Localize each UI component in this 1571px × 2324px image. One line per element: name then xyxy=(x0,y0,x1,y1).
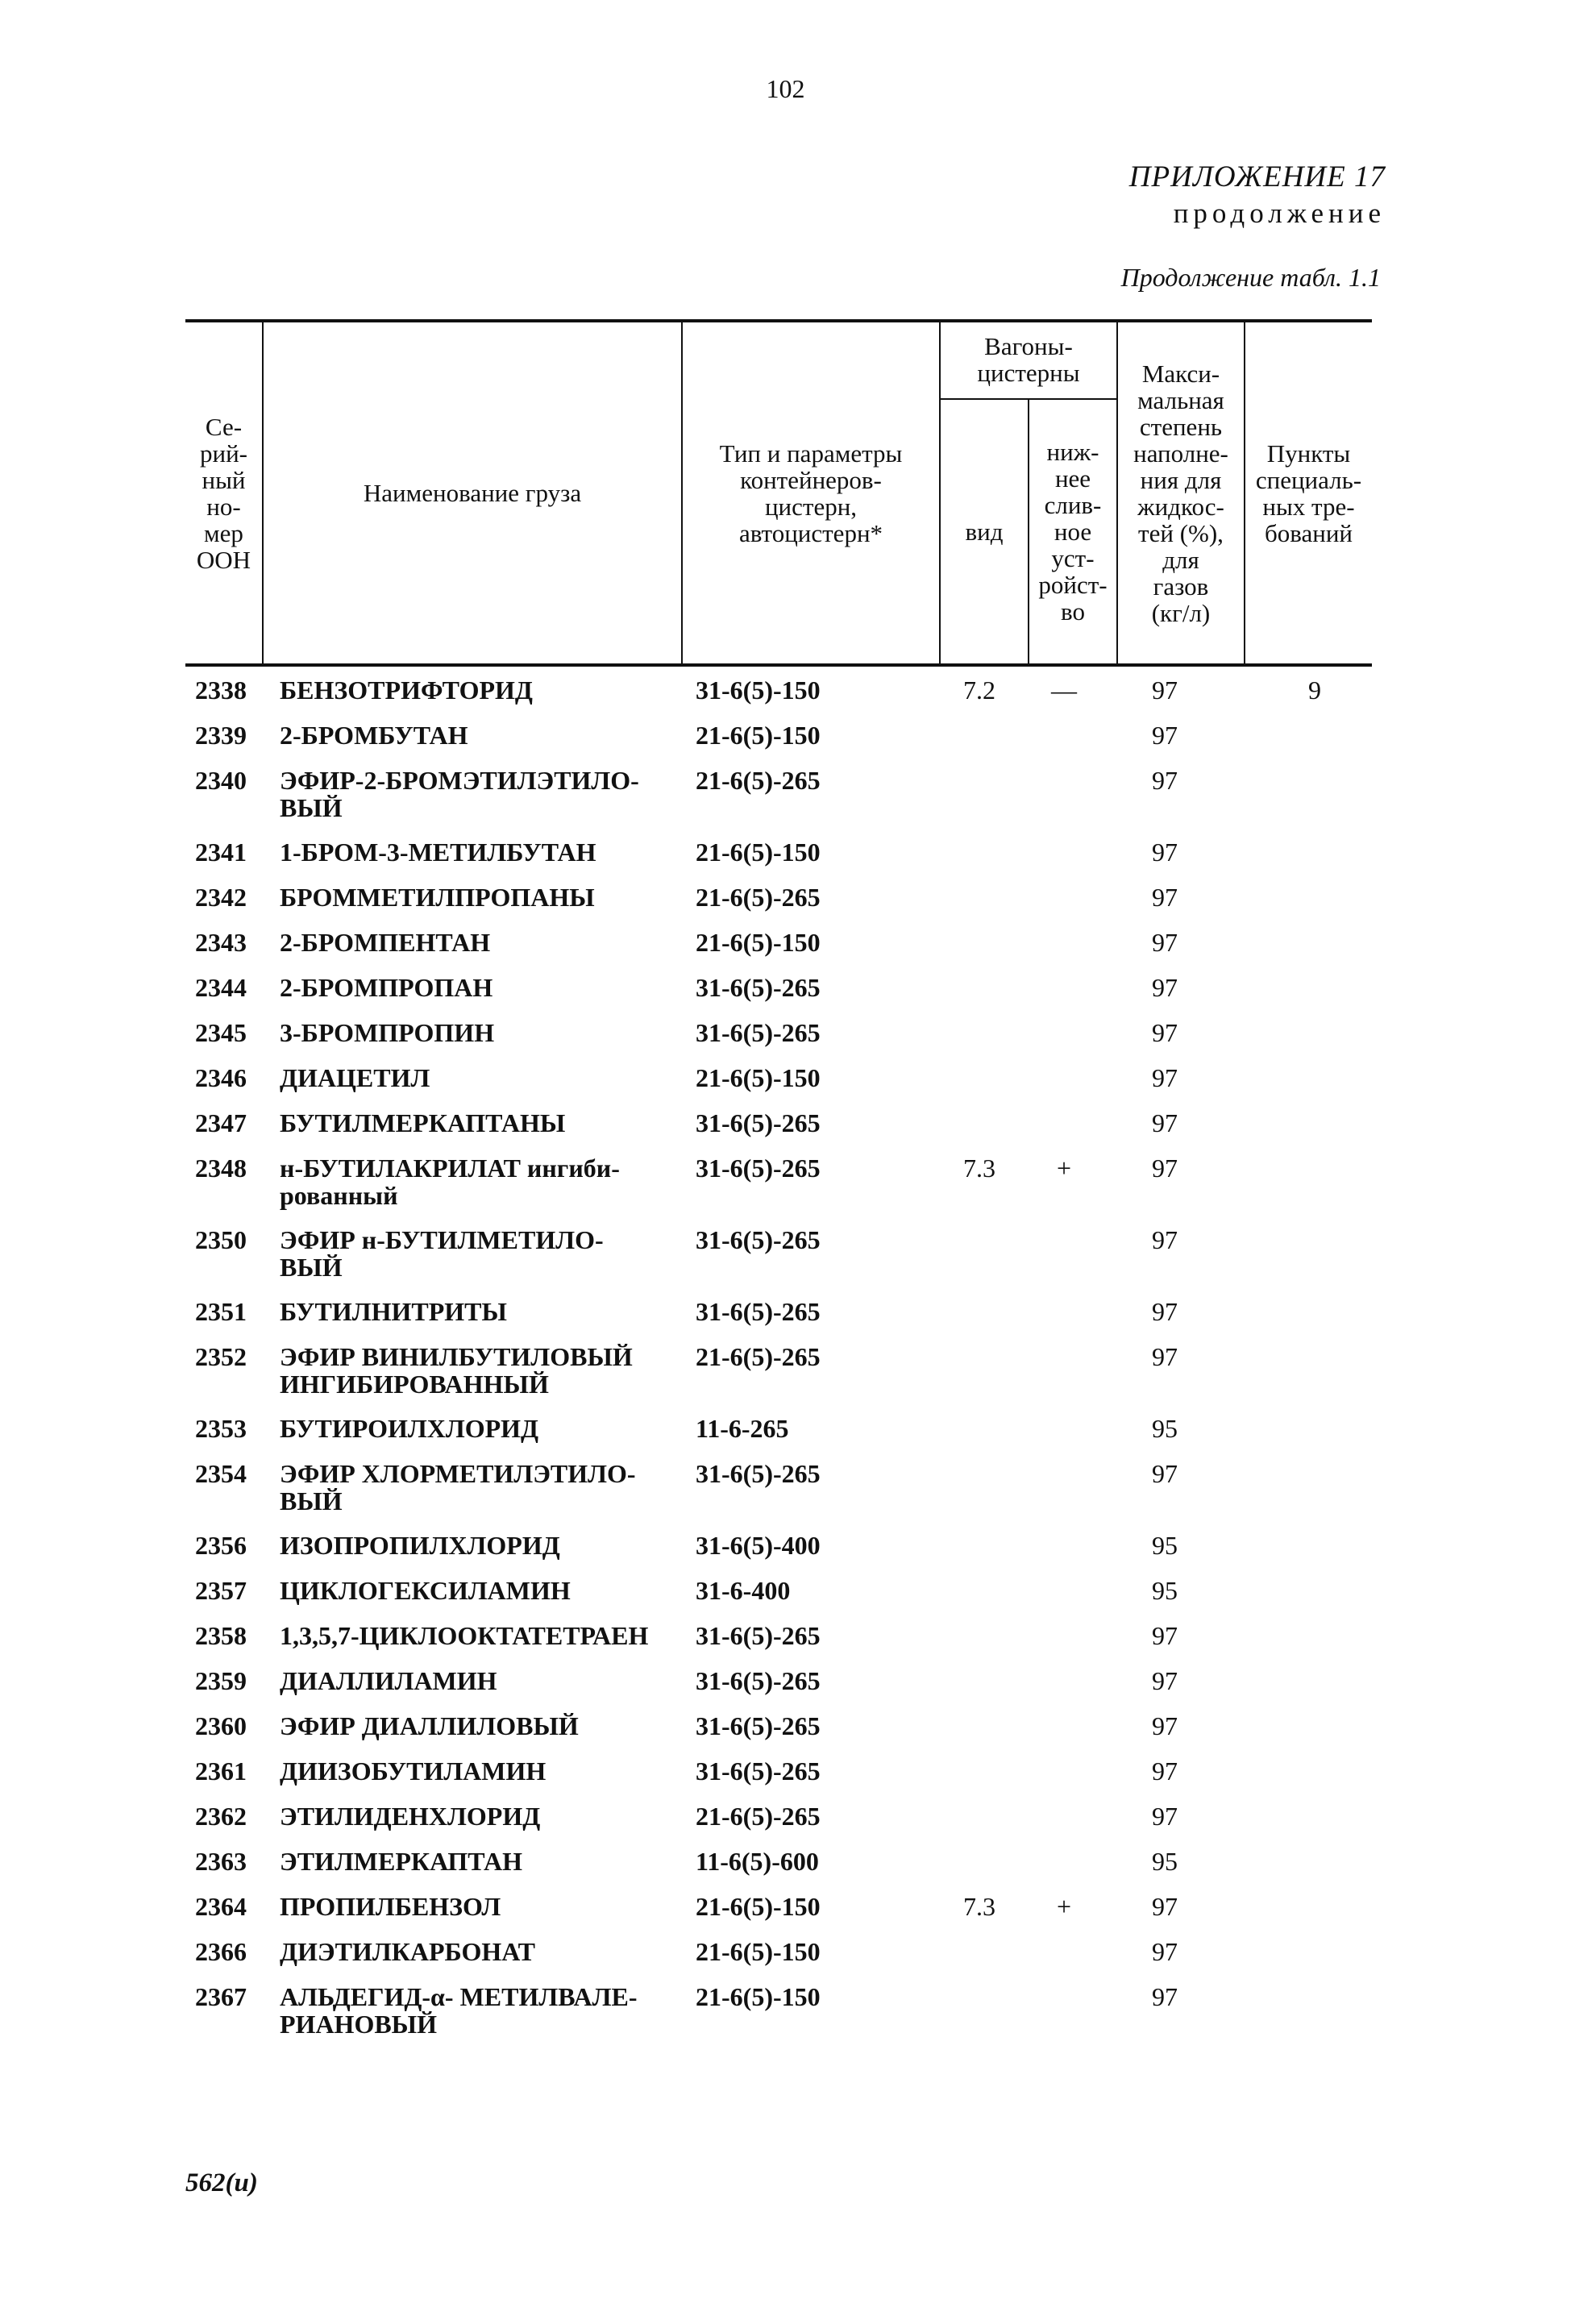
un-serial-number-cell: 2341 xyxy=(195,838,247,867)
tank-kind-cell: 7.3 xyxy=(963,1154,995,1183)
max-fill-cell: 97 xyxy=(1152,973,1178,1002)
max-fill-cell: 97 xyxy=(1152,1225,1178,1254)
un-serial-number-cell: 2347 xyxy=(195,1108,247,1137)
table-row xyxy=(185,1838,1372,1883)
container-type-cell: 21-6(5)-150 xyxy=(696,928,821,957)
un-serial-number-cell: 2338 xyxy=(195,676,247,705)
table-row xyxy=(185,1748,1372,1793)
max-fill-cell: 97 xyxy=(1152,1937,1178,1966)
table-row xyxy=(185,1054,1372,1100)
cargo-name-cell: ДИАЦЕТИЛ xyxy=(280,1063,430,1092)
container-type-cell: 31-6(5)-265 xyxy=(696,1621,821,1650)
max-fill-cell: 95 xyxy=(1152,1576,1178,1605)
cargo-table xyxy=(185,319,1372,2045)
cargo-name-cell: ДИАЛЛИЛАМИН xyxy=(280,1666,497,1695)
container-type-cell: 21-6(5)-265 xyxy=(696,883,821,912)
un-serial-number-cell: 2339 xyxy=(195,721,247,750)
cargo-name-cell: ДИЭТИЛКАРБОНАТ xyxy=(280,1937,535,1966)
un-serial-number-cell: 2359 xyxy=(195,1666,247,1695)
cargo-name-cell: ЦИКЛОГЕКСИЛАМИН xyxy=(280,1576,571,1605)
un-serial-number-cell: 2353 xyxy=(195,1414,247,1443)
container-type-cell: 21-6(5)-150 xyxy=(696,721,821,750)
un-serial-number-cell: 2358 xyxy=(195,1621,247,1650)
cargo-name-cell: ЭТИЛИДЕНХЛОРИД xyxy=(280,1802,541,1831)
container-type-cell: 21-6(5)-265 xyxy=(696,766,821,795)
container-type-cell: 31-6(5)-265 xyxy=(696,1225,821,1254)
max-fill-cell: 97 xyxy=(1152,1666,1178,1695)
table-row xyxy=(185,1612,1372,1657)
cargo-name-cell: БЕНЗОТРИФТОРИД xyxy=(280,676,533,705)
table-header xyxy=(185,322,1372,663)
un-serial-number-cell: 2367 xyxy=(195,1982,247,2011)
special-requirements-cell: 9 xyxy=(1308,676,1321,705)
table-row xyxy=(185,1567,1372,1612)
cargo-name-cell: ЭТИЛМЕРКАПТАН xyxy=(280,1847,523,1876)
table-row xyxy=(185,1405,1372,1450)
un-serial-number-cell: 2362 xyxy=(195,1802,247,1831)
table-row xyxy=(185,1702,1372,1748)
table-row xyxy=(185,1009,1372,1054)
container-type-cell: 21-6(5)-150 xyxy=(696,1063,821,1092)
max-fill-cell: 95 xyxy=(1152,1414,1178,1443)
max-fill-cell: 97 xyxy=(1152,1711,1178,1740)
container-type-cell: 31-6(5)-265 xyxy=(696,1297,821,1326)
max-fill-cell: 97 xyxy=(1152,883,1178,912)
table-row xyxy=(185,1973,1372,2045)
max-fill-cell: 95 xyxy=(1152,1531,1178,1560)
cargo-name-cell: ЭФИР ДИАЛЛИЛОВЫЙ xyxy=(280,1711,579,1740)
container-type-cell: 21-6(5)-150 xyxy=(696,1982,821,2011)
table-row xyxy=(185,1522,1372,1567)
container-type-cell: 31-6(5)-265 xyxy=(696,1666,821,1695)
table-row xyxy=(185,1145,1372,1216)
container-type-cell: 21-6(5)-150 xyxy=(696,1892,821,1921)
table-row xyxy=(185,919,1372,964)
max-fill-cell: 97 xyxy=(1152,1063,1178,1092)
header-max-fill: Макси- мальная степень наполне- ния для жидкос- тей (%), для газов (кг/л) xyxy=(1133,359,1228,627)
un-serial-number-cell: 2348 xyxy=(195,1154,247,1183)
un-serial-number-cell: 2364 xyxy=(195,1892,247,1921)
bottom-drain-cell: + xyxy=(1056,1892,1072,1921)
container-type-cell: 21-6(5)-265 xyxy=(696,1342,821,1371)
cargo-name-cell: БУТИЛМЕРКАПТАНЫ xyxy=(280,1108,566,1137)
page-number: 102 xyxy=(766,74,805,103)
max-fill-cell: 97 xyxy=(1152,1018,1178,1047)
max-fill-cell: 97 xyxy=(1152,1757,1178,1786)
container-type-cell: 31-6(5)-265 xyxy=(696,973,821,1002)
max-fill-cell: 97 xyxy=(1152,766,1178,795)
table-row xyxy=(185,667,1372,712)
table-row xyxy=(185,1883,1372,1928)
cargo-name-cell: 2-БРОМПРОПАН xyxy=(280,973,493,1002)
container-type-cell: 31-6(5)-265 xyxy=(696,1711,821,1740)
un-serial-number-cell: 2350 xyxy=(195,1225,247,1254)
cargo-name-cell: БУТИРОИЛХЛОРИД xyxy=(280,1414,539,1443)
un-serial-number-cell: 2344 xyxy=(195,973,247,1002)
max-fill-cell: 97 xyxy=(1152,1154,1178,1183)
footer-code: 562(и) xyxy=(185,2168,258,2197)
un-serial-number-cell: 2366 xyxy=(195,1937,247,1966)
cargo-name-cell: ЭФИР н-БУТИЛМЕТИЛО- ВЫЙ xyxy=(280,1225,604,1282)
max-fill-cell: 97 xyxy=(1152,721,1178,750)
un-serial-number-cell: 2357 xyxy=(195,1576,247,1605)
un-serial-number-cell: 2360 xyxy=(195,1711,247,1740)
max-fill-cell: 97 xyxy=(1152,1108,1178,1137)
un-serial-number-cell: 2351 xyxy=(195,1297,247,1326)
table-row xyxy=(185,1450,1372,1522)
max-fill-cell: 97 xyxy=(1152,928,1178,957)
cargo-name-cell: ПРОПИЛБЕНЗОЛ xyxy=(280,1892,501,1921)
max-fill-cell: 95 xyxy=(1152,1847,1178,1876)
max-fill-cell: 97 xyxy=(1152,1802,1178,1831)
container-type-cell: 31-6(5)-265 xyxy=(696,1154,821,1183)
table-row xyxy=(185,829,1372,874)
cargo-name-cell: ДИИЗОБУТИЛАМИН xyxy=(280,1757,547,1786)
cargo-name-cell: 2-БРОМБУТАН xyxy=(280,721,468,750)
cargo-name-cell: ЭФИР ВИНИЛБУТИЛОВЫЙ ИНГИБИРОВАННЫЙ xyxy=(280,1342,633,1399)
cargo-name-cell: БУТИЛНИТРИТЫ xyxy=(280,1297,507,1326)
cargo-name-cell: АЛЬДЕГИД-α- МЕТИЛВАЛЕ- РИАНОВЫЙ xyxy=(280,1982,638,2039)
un-serial-number-cell: 2354 xyxy=(195,1459,247,1488)
table-body xyxy=(185,667,1372,2045)
table-row xyxy=(185,1793,1372,1838)
cargo-name-cell: ЭФИР ХЛОРМЕТИЛЭТИЛО- ВЫЙ xyxy=(280,1459,636,1515)
header-serial-number: Се- рий- ный но- мер ООН xyxy=(196,412,251,574)
bottom-drain-cell: + xyxy=(1056,1154,1072,1183)
table-row xyxy=(185,757,1372,829)
container-type-cell: 21-6(5)-150 xyxy=(696,1937,821,1966)
table-row xyxy=(185,712,1372,757)
header-container-type: Тип и параметры контейнеров- цистерн, автоцистерн* xyxy=(719,439,903,547)
table-continuation-label: Продолжение табл. 1.1 xyxy=(1120,263,1381,292)
max-fill-cell: 97 xyxy=(1152,1297,1178,1326)
header-tank-kind: вид xyxy=(965,518,1004,546)
header-cargo-name: Наименование груза xyxy=(363,479,582,507)
cargo-name-cell: н-БУТИЛАКРИЛАТ ингиби- рованный xyxy=(280,1154,620,1210)
max-fill-cell: 97 xyxy=(1152,676,1178,705)
max-fill-cell: 97 xyxy=(1152,838,1178,867)
max-fill-cell: 97 xyxy=(1152,1892,1178,1921)
max-fill-cell: 97 xyxy=(1152,1459,1178,1488)
un-serial-number-cell: 2343 xyxy=(195,928,247,957)
container-type-cell: 31-6(5)-400 xyxy=(696,1531,821,1560)
un-serial-number-cell: 2363 xyxy=(195,1847,247,1876)
table-row xyxy=(185,1288,1372,1333)
un-serial-number-cell: 2352 xyxy=(195,1342,247,1371)
cargo-name-cell: 1-БРОМ-3-МЕТИЛБУТАН xyxy=(280,838,596,867)
tank-kind-cell: 7.3 xyxy=(963,1892,995,1921)
continuation-label: продолжение xyxy=(1173,197,1386,229)
table-row xyxy=(185,1928,1372,1973)
tank-kind-cell: 7.2 xyxy=(963,676,995,705)
container-type-cell: 31-6(5)-265 xyxy=(696,1459,821,1488)
table-row xyxy=(185,964,1372,1009)
max-fill-cell: 97 xyxy=(1152,1342,1178,1371)
max-fill-cell: 97 xyxy=(1152,1621,1178,1650)
container-type-cell: 31-6(5)-265 xyxy=(696,1757,821,1786)
container-type-cell: 21-6(5)-265 xyxy=(696,1802,821,1831)
un-serial-number-cell: 2342 xyxy=(195,883,247,912)
table-row xyxy=(185,1657,1372,1702)
container-type-cell: 31-6(5)-265 xyxy=(696,1108,821,1137)
container-type-cell: 31-6-400 xyxy=(696,1576,791,1605)
table-row xyxy=(185,874,1372,919)
container-type-cell: 21-6(5)-150 xyxy=(696,838,821,867)
container-type-cell: 31-6(5)-265 xyxy=(696,1018,821,1047)
un-serial-number-cell: 2356 xyxy=(195,1531,247,1560)
header-tank-cars: Вагоны- цистерны xyxy=(977,332,1080,387)
cargo-name-cell: БРОММЕТИЛПРОПАНЫ xyxy=(280,883,595,912)
un-serial-number-cell: 2345 xyxy=(195,1018,247,1047)
container-type-cell: 11-6-265 xyxy=(696,1414,789,1443)
table-row xyxy=(185,1100,1372,1145)
cargo-name-cell: ИЗОПРОПИЛХЛОРИД xyxy=(280,1531,560,1560)
un-serial-number-cell: 2340 xyxy=(195,766,247,795)
bottom-drain-cell: — xyxy=(1051,676,1077,705)
un-serial-number-cell: 2346 xyxy=(195,1063,247,1092)
max-fill-cell: 97 xyxy=(1152,1982,1178,2011)
cargo-name-cell: 1,3,5,7-ЦИКЛООКТАТЕТРАЕН xyxy=(280,1621,649,1650)
container-type-cell: 31-6(5)-150 xyxy=(696,676,821,705)
un-serial-number-cell: 2361 xyxy=(195,1757,247,1786)
table-row xyxy=(185,1333,1372,1405)
header-bottom-drain: ниж- нее слив- ное уст- ройст- во xyxy=(1038,438,1108,626)
header-special-requirements: Пункты специаль- ных тре- бований xyxy=(1255,439,1362,547)
appendix-title: ПРИЛОЖЕНИЕ 17 xyxy=(1128,160,1386,193)
cargo-name-cell: 2-БРОМПЕНТАН xyxy=(280,928,491,957)
container-type-cell: 11-6(5)-600 xyxy=(696,1847,819,1876)
table-row xyxy=(185,1216,1372,1288)
cargo-name-cell: 3-БРОМПРОПИН xyxy=(280,1018,495,1047)
cargo-name-cell: ЭФИР-2-БРОМЭТИЛЭТИЛО- ВЫЙ xyxy=(280,766,639,822)
